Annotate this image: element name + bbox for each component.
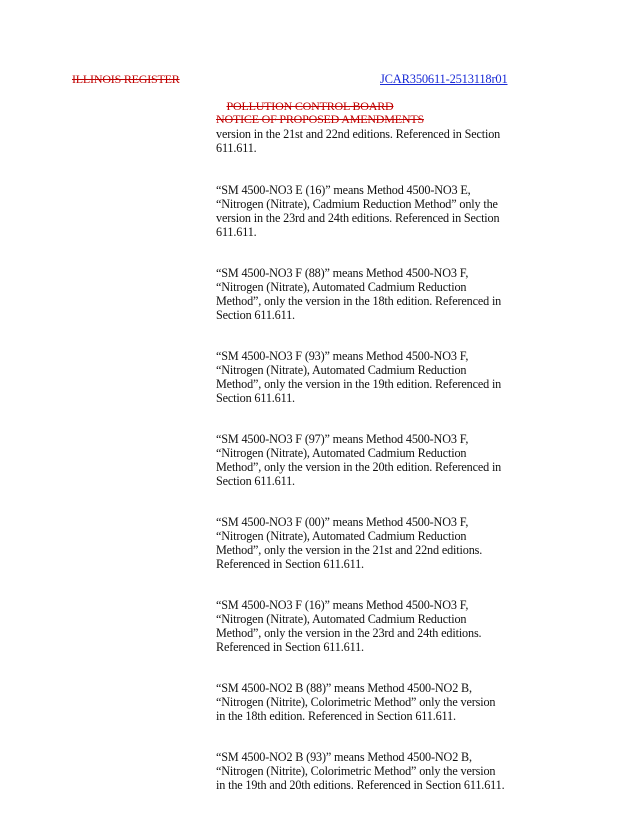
text-line: “Nitrogen (Nitrate), Automated Cadmium Reduction — [216, 612, 467, 626]
definition-paragraph — [216, 598, 556, 654]
text-line: “Nitrogen (Nitrate), Automated Cadmium Reduction — [216, 280, 467, 294]
text-line: Method”, only the version in the 19th edition. Referenced in — [216, 377, 502, 391]
text-line: Section 611.611. — [216, 391, 295, 405]
text-line: Method”, only the version in the 18th edition. Referenced in — [216, 294, 502, 308]
text-line: “SM 4500-NO2 B (88)” means Method 4500-NO2 B, — [216, 681, 472, 695]
text-line: in the 18th edition. Referenced in Section 611.611. — [216, 709, 456, 723]
text-line: “SM 4500-NO3 F (00)” means Method 4500-NO3 F, — [216, 515, 469, 529]
text-line: “Nitrogen (Nitrate), Cadmium Reduction Method” only the — [216, 197, 498, 211]
text-line: “SM 4500-NO3 F (93)” means Method 4500-NO3 F, — [216, 349, 469, 363]
definition-paragraph — [216, 432, 556, 488]
text-line: “Nitrogen (Nitrite), Colorimetric Method” only the version — [216, 764, 496, 778]
definition-paragraph — [216, 266, 556, 322]
register-header: ILLINOIS REGISTER — [72, 72, 180, 86]
text-line: “Nitrogen (Nitrate), Automated Cadmium Reduction — [216, 446, 467, 460]
text-line: version in the 23rd and 24th editions. Referenced in Section — [216, 211, 500, 225]
text-line: Method”, only the version in the 20th edition. Referenced in — [216, 460, 502, 474]
text-line: “SM 4500-NO2 B (93)” means Method 4500-NO2 B, — [216, 750, 472, 764]
text-line: Section 611.611. — [216, 308, 295, 322]
definition-paragraph — [216, 515, 556, 571]
definition-paragraph — [216, 349, 556, 405]
agency-title: POLLUTION CONTROL BOARD — [226, 99, 394, 113]
text-line: “SM 4500-NO3 F (97)” means Method 4500-NO3 F, — [216, 432, 469, 446]
text-line: version in the 21st and 22nd editions. Referenced in Section — [216, 127, 501, 141]
definition-paragraph — [216, 750, 556, 792]
text-line: in the 19th and 20th editions. Referenced in Section 611.611. — [216, 778, 505, 792]
text-line: 611.611. — [216, 141, 257, 155]
text-line: “SM 4500-NO3 E (16)” means Method 4500-NO3 E, — [216, 183, 471, 197]
definition-paragraph — [216, 127, 556, 155]
text-line: “Nitrogen (Nitrite), Colorimetric Method” only the version — [216, 695, 496, 709]
text-line: 611.611. — [216, 225, 257, 239]
text-line: Section 611.611. — [216, 474, 295, 488]
text-line: “SM 4500-NO3 F (16)” means Method 4500-NO3 F, — [216, 598, 469, 612]
text-line: Method”, only the version in the 23rd and 24th editions. — [216, 626, 482, 640]
text-line: Method”, only the version in the 21st and 22nd editions. — [216, 543, 483, 557]
text-line: “SM 4500-NO3 F (88)” means Method 4500-NO3 F, — [216, 266, 469, 280]
document-id[interactable]: JCAR350611-2513118r01 — [380, 72, 508, 86]
text-line: “Nitrogen (Nitrate), Automated Cadmium Reduction — [216, 529, 467, 543]
text-line: Referenced in Section 611.611. — [216, 557, 364, 571]
definition-paragraph — [216, 183, 556, 239]
text-line: “Nitrogen (Nitrate), Automated Cadmium Reduction — [216, 363, 467, 377]
notice-title: NOTICE OF PROPOSED AMENDMENTS — [216, 112, 424, 126]
definitions-body — [216, 127, 556, 819]
definition-paragraph — [216, 681, 556, 723]
text-line: Referenced in Section 611.611. — [216, 640, 364, 654]
